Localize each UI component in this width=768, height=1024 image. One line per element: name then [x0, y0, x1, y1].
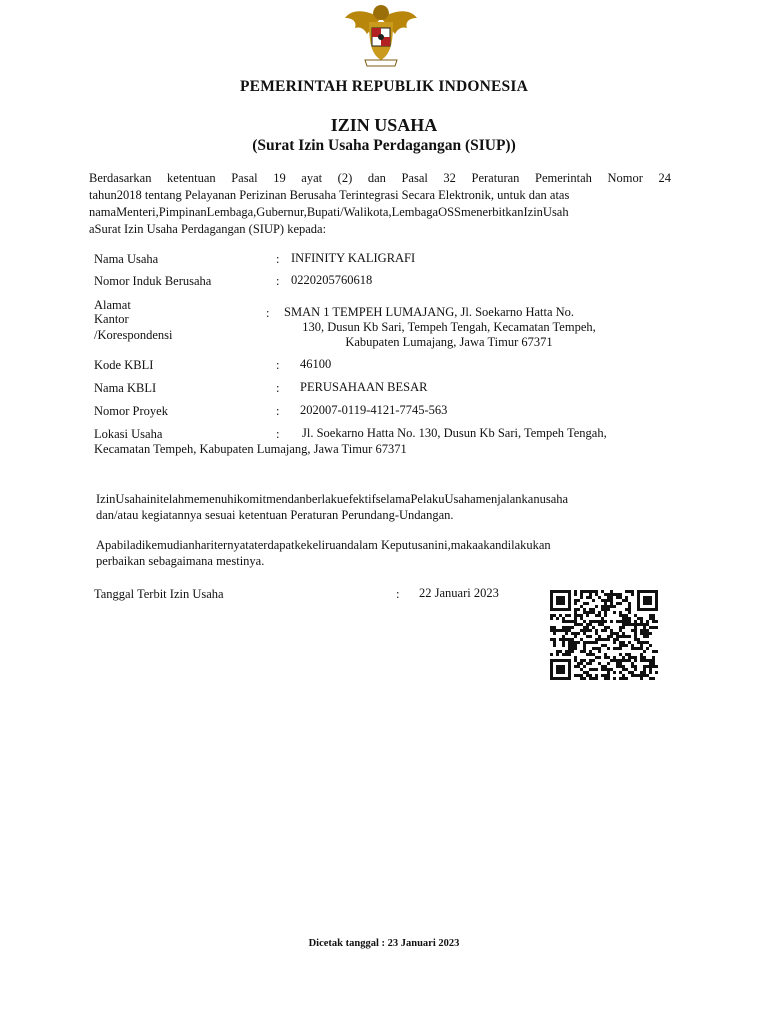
label-nama-usaha: Nama Usaha: [94, 252, 159, 266]
print-date: Dicetak tanggal : 23 Januari 2023: [308, 938, 460, 949]
label-alamat-1: Alamat: [94, 298, 131, 312]
value-lokasi-1: Jl. Soekarno Hatta No. 130, Dusun Kb Sari, Tempeh Tengah,: [302, 426, 607, 440]
label-nomor-proyek: Nomor Proyek: [94, 404, 168, 418]
label-alamat-3: /Korespondensi: [94, 328, 173, 342]
correction-statement: [96, 537, 676, 569]
colon: :: [276, 358, 280, 372]
colon: :: [276, 252, 280, 266]
document-title: IZIN USAHA: [330, 115, 438, 135]
document-subtitle: (Surat Izin Usaha Perdagangan (SIUP)): [252, 137, 516, 154]
colon: :: [276, 404, 280, 418]
validity-statement: [96, 491, 676, 523]
label-nama-kbli: Nama KBLI: [94, 381, 157, 395]
statement-line: IzinUsahainitelahmemenuhikomitmendanberlakuefektifselamaPelakuUsahamenjalankanusaha: [96, 492, 569, 506]
colon: :: [276, 427, 280, 441]
colon: :: [276, 381, 280, 395]
value-alamat-3: Kabupaten Lumajang, Jawa Timur 67371: [345, 335, 553, 349]
qr-code-icon: [550, 590, 658, 680]
value-kode-kbli: 46100: [300, 357, 332, 371]
statement-line: dan/atau kegiatannya sesuai ketentuan Peraturan Perundang-Undangan.: [96, 508, 454, 522]
value-nomor-proyek: 202007-0119-4121-7745-563: [300, 403, 448, 417]
garuda-emblem-icon: [343, 4, 419, 70]
intro-line: tahun2018 tentang Pelayanan Perizinan Berusaha Terintegrasi Secara Elektronik, untuk dan atas: [89, 188, 570, 202]
intro-line: namaMenteri,PimpinanLembaga,Gubernur,Bupati/Walikota,LembagaOSSmenerbitkanIzinUsah: [89, 205, 569, 219]
intro-paragraph: [89, 170, 671, 238]
statement-line: Apabiladikemudianhariternyataterdapatkekeliruandalam Keputusanini,makaakandilakukan: [96, 538, 551, 552]
value-nama-usaha: INFINITY KALIGRAFI: [291, 251, 416, 265]
value-alamat-1: SMAN 1 TEMPEH LUMAJANG, Jl. Soekarno Hatta No.: [284, 305, 575, 319]
value-issue-date: 22 Januari 2023: [419, 586, 499, 600]
colon: :: [276, 274, 280, 288]
colon: :: [396, 587, 400, 601]
intro-line: aSurat Izin Usaha Perdagangan (SIUP) kepada:: [89, 222, 327, 236]
colon: :: [266, 306, 270, 320]
value-lokasi-2: Kecamatan Tempeh, Kabupaten Lumajang, Jawa Timur 67371: [94, 442, 407, 456]
value-alamat-2: 130, Dusun Kb Sari, Tempeh Tengah, Kecamatan Tempeh,: [302, 320, 596, 334]
label-nib: Nomor Induk Berusaha: [94, 274, 212, 288]
label-alamat-2: Kantor: [94, 312, 129, 326]
government-heading: PEMERINTAH REPUBLIK INDONESIA: [240, 78, 528, 95]
value-nama-kbli: PERUSAHAAN BESAR: [300, 380, 428, 394]
label-issue-date: Tanggal Terbit Izin Usaha: [94, 587, 224, 601]
intro-line: Berdasarkan ketentuan Pasal 19 ayat (2) dan Pasal 32 Peraturan Pemerintah Nomor 24: [89, 171, 671, 185]
value-nib: 0220205760618: [291, 273, 373, 287]
label-lokasi-usaha: Lokasi Usaha: [94, 427, 163, 441]
statement-line: perbaikan sebagaimana mestinya.: [96, 554, 265, 568]
label-kode-kbli: Kode KBLI: [94, 358, 154, 372]
